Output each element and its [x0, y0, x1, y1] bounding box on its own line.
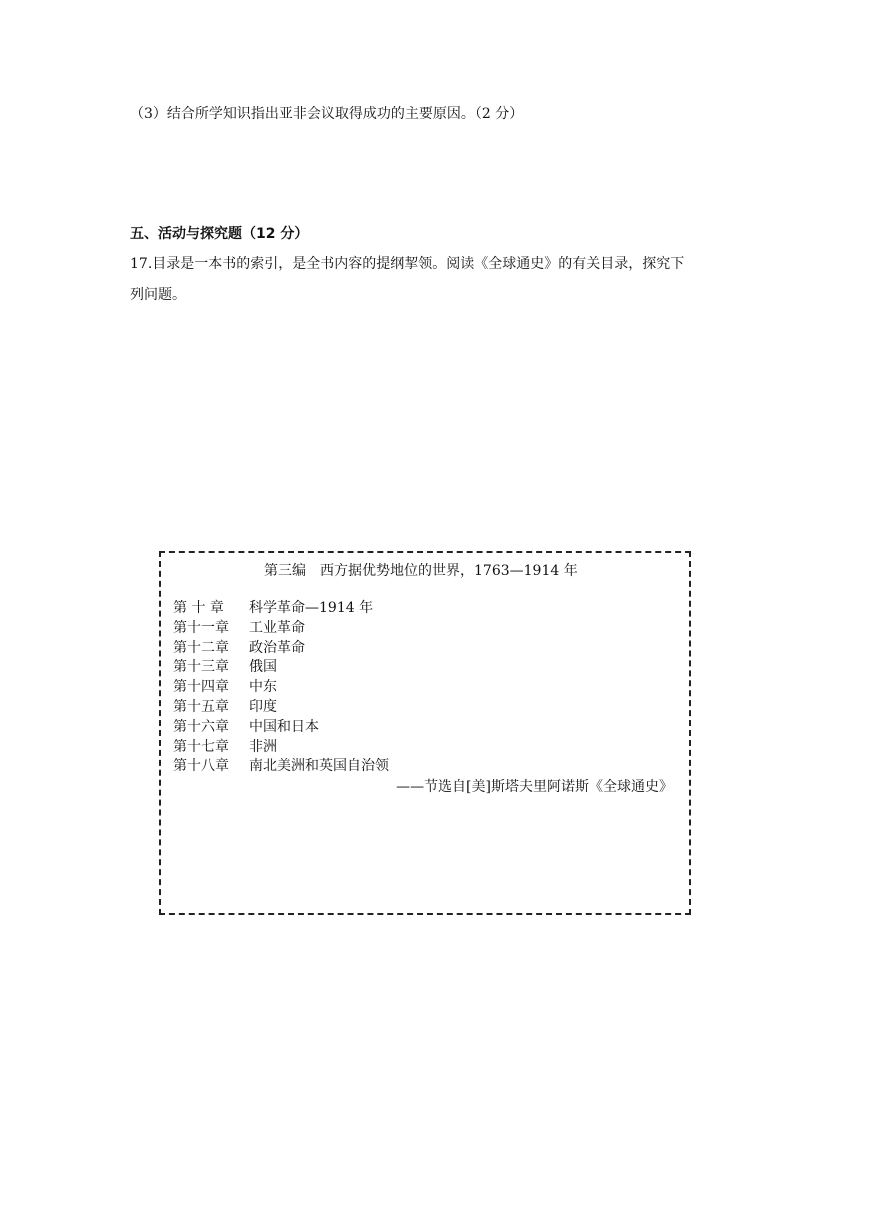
toc-chapter-item — [173, 599, 389, 619]
toc-chapter-item — [173, 757, 389, 777]
chapter-number: 第 十 章 — [173, 600, 224, 616]
toc-chapter-item — [173, 678, 389, 698]
toc-chapter-list — [173, 599, 389, 777]
chapter-number: 第十三章 — [173, 659, 229, 676]
chapter-number: 第十七章 — [173, 738, 229, 755]
chapter-title: 政治革命 — [249, 639, 305, 656]
question-17-text-line-2: 列问题。 — [130, 287, 186, 303]
chapter-number: 第十八章 — [173, 758, 229, 775]
toc-chapter-item — [173, 698, 389, 718]
chapter-number: 第十五章 — [173, 698, 229, 715]
chapter-title: 印度 — [249, 698, 277, 715]
chapter-number: 第十六章 — [173, 718, 229, 735]
chapter-title: 中国和日本 — [249, 718, 319, 735]
chapter-number: 第十一章 — [173, 619, 229, 636]
toc-chapter-item — [173, 738, 389, 758]
question-17-text-line-1: 17.目录是一本书的索引，是全书内容的提纲挈领。阅读《全球通史》的有关目录，探究下 — [130, 256, 685, 272]
question-3-text: （3）结合所学知识指出亚非会议取得成功的主要原因。（2 分） — [130, 106, 524, 122]
chapter-title: 南北美洲和英国自治领 — [249, 758, 389, 775]
chapter-title: 中东 — [249, 679, 277, 696]
chapter-number: 第十四章 — [173, 679, 229, 696]
chapter-title: 俄国 — [249, 659, 277, 676]
chapter-title: 非洲 — [249, 738, 277, 755]
chapter-title: 科学革命—1914 年 — [249, 600, 374, 616]
toc-source-citation: ——节选自[美]斯塔夫里阿诺斯《全球通史》 — [396, 779, 673, 795]
toc-chapter-item — [173, 619, 389, 639]
toc-chapter-item — [173, 658, 389, 678]
chapter-number: 第十二章 — [173, 639, 229, 656]
table-of-contents-box — [159, 551, 691, 915]
toc-chapter-item — [173, 718, 389, 738]
toc-chapter-item — [173, 639, 389, 659]
toc-heading: 第三编 西方据优势地位的世界，1763—1914 年 — [264, 563, 578, 579]
chapter-title: 工业革命 — [249, 619, 305, 636]
section-5-title: 五、活动与探究题（12 分） — [130, 226, 309, 242]
